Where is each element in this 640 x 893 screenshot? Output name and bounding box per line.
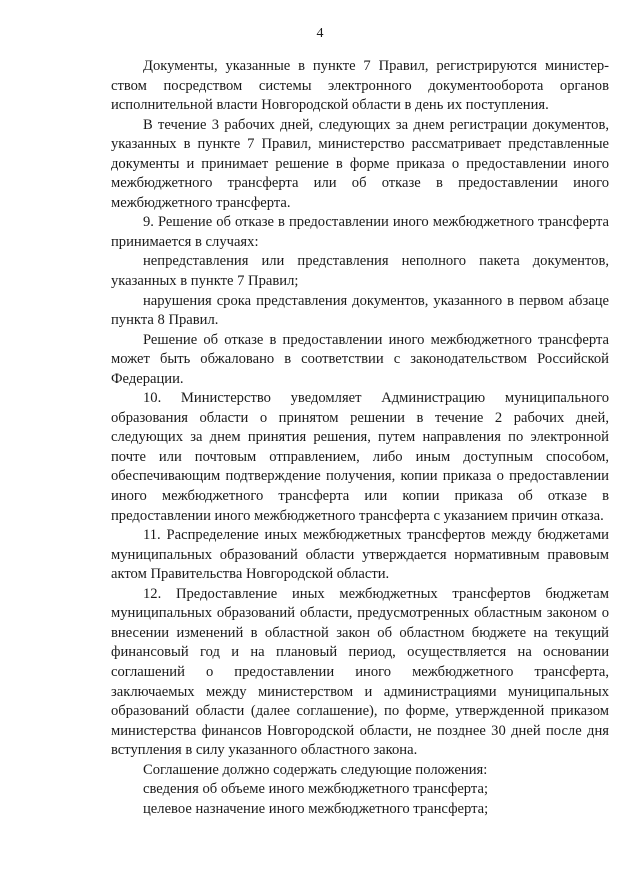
- paragraph-9-refusal-cases: 9. Решение об отказе в предоставлении иного межбюджетного трансферта принимается в случаях:: [111, 214, 609, 250]
- paragraph-12-agreements: 12. Предоставление иных межбюджетных трансфертов бюджетам муниципальных образований области, предусмотренных областным законом о внесении изменений в областной закон об областном бюджете на текущий финансовый год и на плановый период, осуществляется на основании соглашений о предоставлении иного межбюджетного трансферта, заключаемых между министерством и администрациями муниципальных образований области (далее соглашение), по форме, утвержденной приказом министерства финансов Новгородской области, не позднее 30 дней после дня вступления в силу указанного областного закона.: [111, 585, 609, 759]
- paragraph-registration: Документы, указанные в пункте 7 Правил, регистрируются министерством посредством системы электронного документооборота органов исполнительной власти Новгородской области в день их поступления.: [111, 58, 609, 114]
- paragraph-10-notification: 10. Министерство уведомляет Администрацию муниципального образования области о принятом решении в течение 2 рабочих дней, следующих за днем принятия решения, путем направления по электронной почте или почтовым отправлением, либо иным доступным способом, обеспечивающим подтверждение получения, копии приказа о предоставлении иного межбюджетного трансферта или копии приказа об отказе в предоставлении иного межбюджетного трансферта с указанием причин отказа.: [111, 390, 609, 524]
- paragraph-refusal-case-deadline: нарушения срока представления документов, указанного в первом абзаце пункта 8 Правил.: [111, 292, 609, 329]
- paragraph-refusal-case-documents: непредставления или представления неполного пакета документов, указанных в пункте 7 Правил;: [111, 253, 609, 290]
- page-number: 4: [316, 26, 324, 41]
- paragraph-11-distribution: 11. Распределение иных межбюджетных трансфертов между бюджетами муниципальных образований области утверждается нормативным правовым актом Правительства Новгородской области.: [111, 527, 609, 583]
- paragraph-review-period: В течение 3 рабочих дней, следующих за днем регистрации документов, указанных в пункте 7 Правил, министерство рассматривает представленные документы и принимает решение в форме приказа о предоставлении иного межбюджетного трансферта или об отказе в предоставлении иного межбюджетного трансферта.: [111, 116, 609, 211]
- paragraph-agreement-contents: Соглашение должно содержать следующие положения:: [143, 761, 488, 778]
- paragraph-transfer-amount: сведения об объеме иного межбюджетного трансферта;: [143, 781, 489, 798]
- paragraph-transfer-purpose: целевое назначение иного межбюджетного трансферта;: [143, 800, 489, 817]
- document-body: [111, 57, 609, 819]
- paragraph-appeal: Решение об отказе в предоставлении иного межбюджетного трансферта может быть обжаловано в соответствии с законодательством Российской Федерации.: [111, 331, 609, 387]
